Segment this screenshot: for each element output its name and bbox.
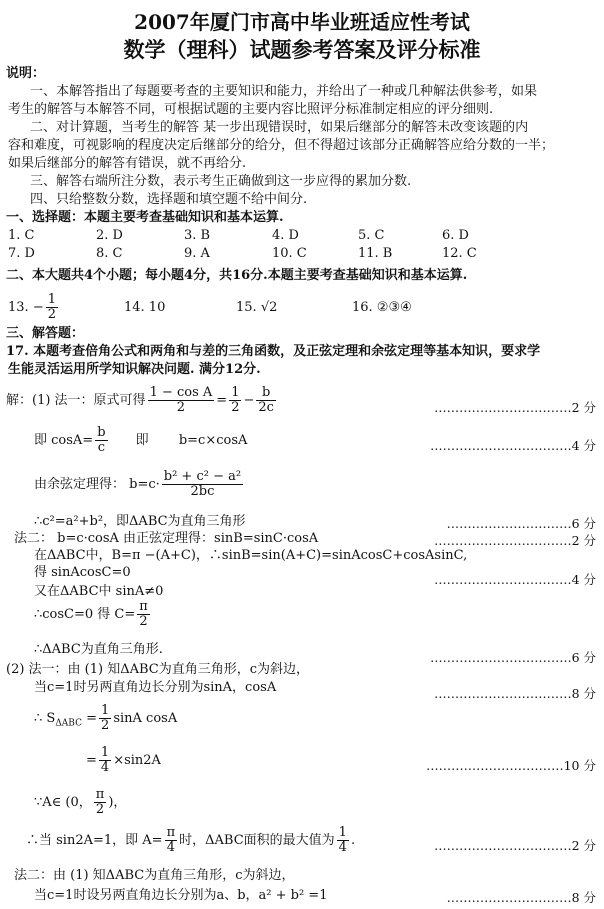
solution-step-4: ∴c²=a²+b²，即ΔABC为直角三角形 [34,514,246,529]
score-mark: ……………………………2 分 [434,533,596,548]
answer-item: 10. C [272,246,307,261]
answer-13-denominator: 2 [47,307,57,322]
minus-sign: − [243,393,255,408]
equals-sign: = [216,393,228,408]
fraction-numerator: b [256,386,276,401]
step-text: 时，ΔABC面积的最大值为 [179,833,335,848]
intro-paragraph-2: 二、对计算题，当考生的解答 某一步出现错误时，如果后继部分的解答未改变该题的内 [30,120,529,135]
solution-step-10: ∴ΔABC为直角三角形. [34,642,163,657]
score-mark: …………………………8 分 [446,890,596,905]
document-title: 2007年厦门市高中毕业班适应性考试 [134,10,470,34]
answer-13 [8,292,60,328]
intro-paragraph-1: 一、本解答指出了每题要考查的主要知识和能力，并给出了一种或几种解法供参考，如果 [30,84,538,99]
answer-item: 12. C [442,246,477,261]
solution-step-7: 得 sinAcosC=0 [34,565,131,580]
answer-item: 1. C [8,228,35,243]
score-mark: …………………………….6 分 [430,650,596,665]
solution-step-1 [6,386,278,422]
fraction-denominator: 2 [176,400,186,415]
score-mark: …………………………6 分 [446,516,596,531]
question-17: 17. 本题考查倍角公式和两角和与差的三角函数，及正弦定理和余弦定理等基本知识，要求学 [6,344,541,359]
fraction-denominator: 2 [95,802,105,817]
solution-part-2-method-2: 法二：由 (1) 知ΔABC为直角三角形，c为斜边， [14,868,295,883]
step-text: 由余弦定理得： b=c· [34,477,160,492]
score-mark: ……………………………2 分 [434,838,596,853]
step-text: . [350,833,356,848]
fraction-numerator: b [97,425,106,440]
answer-15 [236,300,277,316]
step-text: 即 cosA= [34,433,94,448]
solution-step-12: 当c=1时另两直角边长分别为sinA，cosA [34,680,277,695]
answer-item: 9. A [184,246,210,261]
fraction-denominator: 4 [166,840,175,855]
equals-sign: = [86,753,97,768]
solution-part-2: (2) 法一：由 (1) 知ΔABC为直角三角形，c为斜边， [6,662,310,677]
fraction-numerator: 1 [100,745,110,760]
intro-paragraph-1-cont: 考生的解答与本解答不同，可根据试题的主要内容比照评分标准制定相应的评分细则. [8,102,494,117]
answer-item: 3. B [184,228,211,243]
answer-item: 7. D [8,246,35,261]
intro-paragraph-3: 三、解答右端所注分数，表示考生正确做到这一步应得的累加分数. [30,174,412,189]
answer-13-numerator: 1 [47,292,57,307]
equals-sign: = [86,711,98,726]
step-text: ∵A∈ (0， [34,795,92,810]
intro-label: 说明： [6,66,46,81]
answer-item: 8. C [96,246,123,261]
score-mark: ……………………………2 分 [434,400,596,415]
fraction-numerator: 1 − cos A [149,385,213,400]
answer-15-value: √2 [260,300,278,315]
fraction-denominator: 2 [139,614,148,629]
fraction-numerator: π [139,599,148,614]
fraction-numerator: π [95,787,105,802]
step-text: ×sin2A [113,753,161,768]
score-mark: ……………………………8 分 [434,686,596,701]
step-text: ∴当 sin2A=1，即 A= [26,833,163,848]
solution-step-8: 又在ΔABC中 sinA≠0 [34,584,164,599]
solution-step-18: 当c=1时设另两直角边长分别为a、b，a² + b² =1 [34,888,328,903]
intro-paragraph-2-cont: 容和难度，可视影响的程度决定后继部分的给分，但不得超过该部分正确解答应给分数的一半； [8,138,555,153]
solution-method-2: 法二： b=c·cosA 由正弦定理得：sinB=sinC·cosA [14,531,319,546]
solution-step-15 [34,788,126,824]
fraction-denominator: 2bc [190,484,215,499]
section-1-heading: 一、选择题：本题主要考查基础知识和基本运算. [6,210,284,225]
fraction-denominator: 2 [101,718,110,733]
fraction-denominator: 4 [100,760,110,775]
step-text: ∴ S [34,711,56,726]
answer-15-label: 15. [236,300,257,315]
step-text: )， [108,795,127,810]
answer-13-sign: − [32,300,44,315]
score-mark: ……………………………10 分 [426,758,596,773]
fraction-numerator: 1 [101,703,110,718]
section-3-heading: 三、解答题： [6,326,85,341]
subscript: ΔABC [55,718,82,729]
choice-answers [8,228,598,264]
document-subtitle: 数学（理科）试题参考答案及评分标准 [123,37,481,62]
solution-step-14 [86,746,161,782]
fraction-denominator: 2 [231,400,240,415]
step-text: 解：(1) 法一：原式可得 [6,393,146,408]
answer-item: 5. C [358,228,385,243]
answer-item: 11. B [358,246,393,261]
answer-item: 4. D [272,228,299,243]
fraction-numerator: 1 [231,385,240,400]
step-text: 即 [135,433,149,448]
score-mark: ……………………………4 分 [434,572,596,587]
question-17-cont: 生能灵活运用所学知识解决问题. 满分12分. [8,362,261,377]
fraction-numerator: b² + c² − a² [163,469,242,484]
step-text: b=c×cosA [178,433,248,448]
solution-step-16 [26,826,355,862]
fraction-denominator: 2c [258,400,274,415]
solution-step-13 [34,704,177,740]
section-2-heading: 二、本大题共4个小题；每小题4分，共16分.本题主要考查基础知识和基本运算. [6,268,468,283]
solution-step-2 [34,426,247,462]
solution-step-6: 在ΔABC中，B=π −(A+C)，∴sinB=sin(A+C)=sinAcosC+cosAsinC, [34,548,468,563]
answer-13-label: 13. [8,300,29,315]
solution-step-9 [34,600,152,636]
answer-item: 6. D [442,228,469,243]
intro-paragraph-4: 四、只给整数分数，选择题和填空题不给中间分. [30,192,308,207]
fraction-denominator: 4 [338,840,347,855]
answer-item: 2. D [96,228,123,243]
answer-16: 16. ②③④ [352,300,412,315]
fraction-denominator: c [97,440,105,455]
intro-paragraph-2-end: 如果后继部分的解答有错误，就不再给分. [8,156,247,171]
fraction-numerator: π [166,825,176,840]
answer-14: 14. 10 [124,300,166,315]
fraction-numerator: 1 [338,825,347,840]
score-mark: …………………………….4 分 [430,438,596,453]
step-text: ∴cosC=0 得 C= [34,607,136,622]
solution-step-3 [34,470,245,506]
step-text: sinA cosA [113,711,178,726]
